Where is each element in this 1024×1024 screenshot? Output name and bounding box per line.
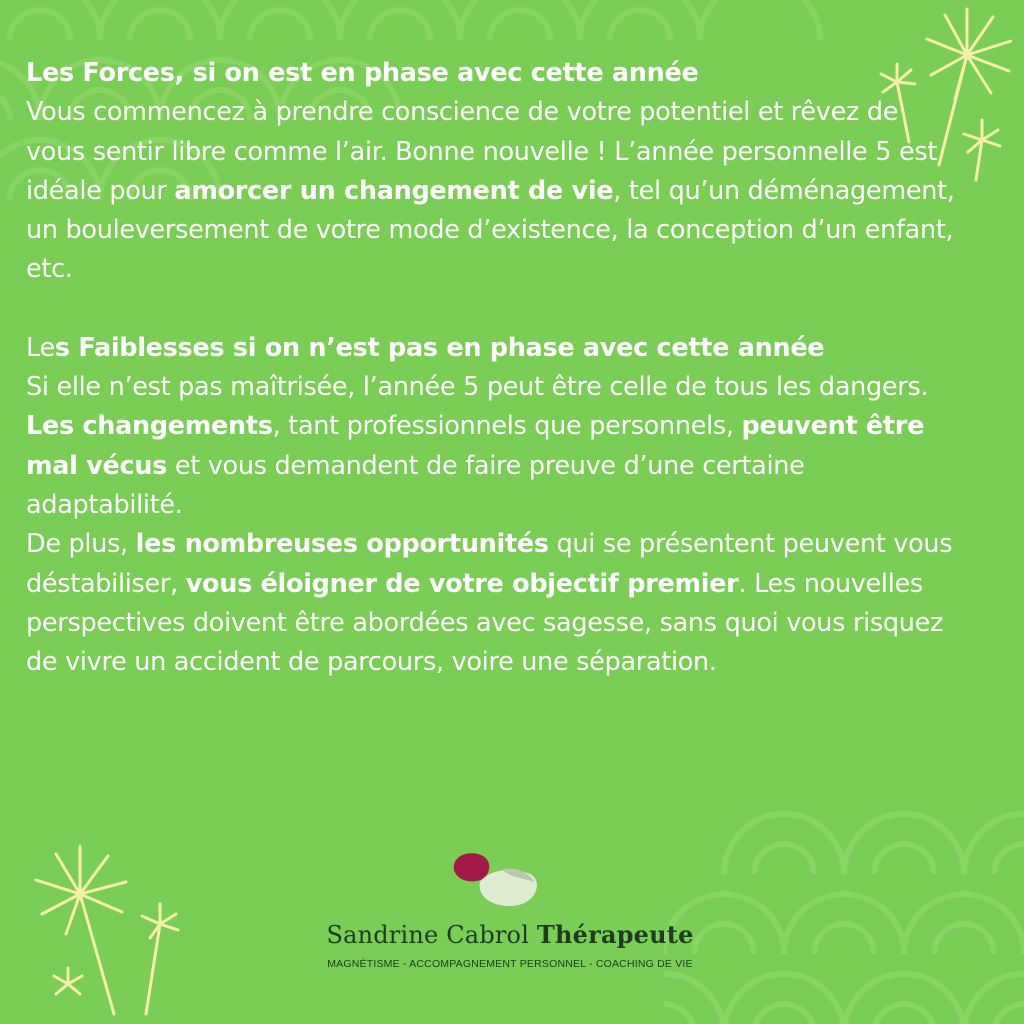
opportunites-paragraph: De plus, les nombreuses opportunités qui se présentent peuvent vous déstabiliser, vous éloigner de votre objectif premier. Les nouvelles perspectives doivent être abordées avec sagesse, sans quoi vous risquez de vivre un accident de parcours, voire une séparation. (26, 529, 953, 678)
firework-icon (20, 834, 190, 1024)
forces-paragraph: Vous commencez à prendre conscience de votre potentiel et rêvez de vous sentir libre comme l’air. Bonne nouvelle ! L’année personnelle 5 est idéale pour amorcer un changement de vie, tel qu’un déménagement, un bouleversement de votre mode d’existence, la conception d’un enfant, etc. (26, 97, 955, 285)
brand-name: Sandrine Cabrol Thérapeute (326, 920, 694, 949)
brand-logo (300, 852, 720, 982)
main-text (26, 54, 956, 682)
faiblesses-title: Les Faiblesses si on n’est pas en phase avec cette année (26, 332, 825, 363)
stones-logo-icon (450, 852, 550, 916)
brand-tagline: MAGNÉTISME - ACCOMPAGNEMENT PERSONNEL - COACHING DE VIE (327, 958, 693, 970)
forces-title: Les Forces, si on est en phase avec cette année (26, 58, 699, 88)
faiblesses-paragraph: Si elle n’est pas maîtrisée, l’année 5 peut être celle de tous les dangers. Les changements, tant professionnels que personnels, peuvent être mal vécus et vous demandent de faire preuve d’une certaine adaptabilité. (26, 372, 929, 520)
